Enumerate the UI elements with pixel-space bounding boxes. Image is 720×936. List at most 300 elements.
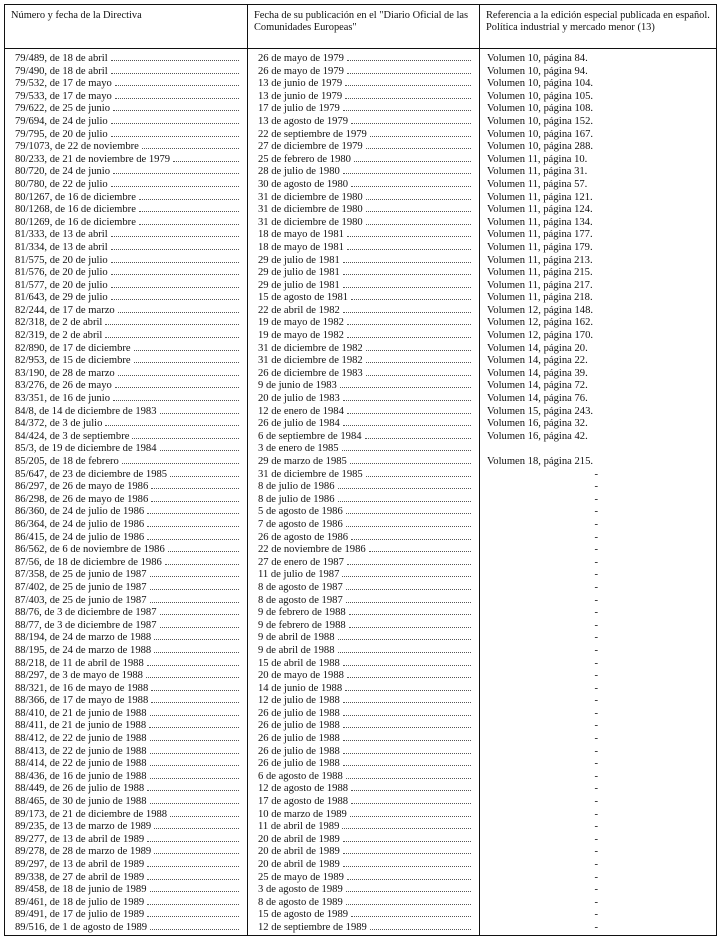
publication-date-cell	[248, 922, 480, 935]
reference-cell: Volumen 16, página 42.	[480, 431, 717, 444]
table-row	[5, 796, 717, 809]
publication-date-cell-text: 17 de agosto de 1988	[258, 796, 349, 808]
table-row	[5, 418, 717, 431]
publication-date-cell	[248, 406, 480, 419]
publication-date-cell	[248, 859, 480, 872]
reference-cell: Volumen 16, página 32.	[480, 418, 717, 431]
publication-date-cell-text: 3 de enero de 1985	[258, 443, 339, 455]
publication-date-cell	[248, 884, 480, 897]
table-row	[5, 909, 717, 922]
publication-date-cell	[248, 355, 480, 368]
directive-cell	[5, 292, 248, 305]
dot-leader	[338, 638, 472, 640]
directive-cell	[5, 544, 248, 557]
table-row	[5, 632, 717, 645]
directive-cell	[5, 217, 248, 230]
reference-cell: Volumen 10, página 288.	[480, 141, 717, 154]
publication-date-cell	[248, 809, 480, 822]
directive-cell-text: 89/516, de 1 de agosto de 1989	[15, 921, 148, 933]
table-row	[5, 330, 717, 343]
directive-cell-text: 87/402, de 25 de junio de 1987	[15, 581, 147, 593]
dot-leader	[154, 651, 239, 653]
directive-cell	[5, 116, 248, 129]
directive-cell-text: 83/276, de 26 de mayo	[15, 380, 112, 392]
directive-cell	[5, 783, 248, 796]
publication-date-cell-text: 9 de febrero de 1988	[258, 607, 346, 619]
dot-leader	[347, 563, 471, 565]
publication-date-cell	[248, 192, 480, 205]
directive-cell-text: 88/449, de 26 de julio de 1988	[15, 783, 145, 795]
dot-leader	[366, 147, 471, 149]
publication-date-cell	[248, 204, 480, 217]
directive-cell-text: 88/366, de 17 de mayo de 1988	[15, 695, 149, 707]
directive-cell-text: 89/235, de 13 de marzo de 1989	[15, 821, 152, 833]
directive-cell	[5, 393, 248, 406]
table-row	[5, 103, 717, 116]
publication-date-cell-text: 27 de enero de 1987	[258, 556, 344, 568]
dot-leader	[343, 701, 471, 703]
publication-date-cell	[248, 796, 480, 809]
reference-cell: Volumen 11, página 57.	[480, 179, 717, 192]
publication-date-cell	[248, 695, 480, 708]
directive-cell-text: 85/647, de 23 de diciembre de 1985	[15, 468, 168, 480]
table-row	[5, 607, 717, 620]
directive-cell-text: 87/358, de 25 de junio de 1987	[15, 569, 147, 581]
dot-leader	[150, 588, 239, 590]
dot-leader	[139, 223, 239, 225]
publication-date-cell	[248, 670, 480, 683]
directive-cell	[5, 670, 248, 683]
publication-date-cell-text: 31 de diciembre de 1980	[258, 204, 363, 216]
dot-leader	[150, 928, 239, 930]
dot-leader	[346, 890, 471, 892]
table-header-row	[5, 5, 717, 49]
table-row	[5, 179, 717, 192]
reference-cell: -	[480, 897, 717, 910]
directive-cell-text: 79/533, de 17 de mayo	[15, 90, 112, 102]
table-row	[5, 129, 717, 142]
directive-cell-text: 82/319, de 2 de abril	[15, 330, 103, 342]
publication-date-cell-text: 26 de agosto de 1986	[258, 531, 349, 543]
publication-date-cell-text: 20 de abril de 1989	[258, 833, 340, 845]
publication-date-cell-text: 12 de enero de 1984	[258, 405, 344, 417]
table-row	[5, 116, 717, 129]
reference-cell: Volumen 14, página 72.	[480, 380, 717, 393]
dot-leader	[170, 815, 239, 817]
table-row	[5, 317, 717, 330]
directive-cell	[5, 695, 248, 708]
directive-cell-text: 89/461, de 18 de julio de 1989	[15, 896, 145, 908]
table-row	[5, 922, 717, 935]
publication-date-cell-text: 8 de julio de 1986	[258, 493, 335, 505]
dot-leader	[111, 273, 239, 275]
directive-cell	[5, 506, 248, 519]
dot-leader	[150, 802, 239, 804]
table-row	[5, 834, 717, 847]
publication-date-cell-text: 26 de julio de 1988	[258, 758, 340, 770]
reference-cell: -	[480, 796, 717, 809]
publication-date-cell	[248, 519, 480, 532]
dot-leader	[139, 210, 239, 212]
dot-leader	[351, 298, 471, 300]
table-row	[5, 355, 717, 368]
dot-leader	[168, 550, 239, 552]
dot-leader	[149, 726, 239, 728]
directive-cell	[5, 909, 248, 922]
dot-leader	[151, 500, 239, 502]
table-row	[5, 154, 717, 167]
dot-leader	[111, 248, 239, 250]
publication-date-cell	[248, 418, 480, 431]
directive-cell	[5, 733, 248, 746]
dot-leader	[115, 84, 239, 86]
directive-cell-text: 88/412, de 22 de junio de 1988	[15, 733, 147, 745]
dot-leader	[347, 676, 471, 678]
dot-leader	[151, 487, 239, 489]
publication-date-cell-text: 13 de agosto de 1979	[258, 115, 349, 127]
directive-cell	[5, 255, 248, 268]
publication-date-cell	[248, 53, 480, 66]
directive-cell	[5, 103, 248, 116]
publication-date-cell-text: 31 de diciembre de 1985	[258, 468, 363, 480]
dot-leader	[150, 890, 239, 892]
directive-cell-text: 81/577, de 20 de julio	[15, 279, 108, 291]
directive-cell	[5, 582, 248, 595]
reference-cell: -	[480, 494, 717, 507]
reference-cell: -	[480, 569, 717, 582]
publication-date-cell-text: 29 de julio de 1981	[258, 267, 340, 279]
dot-leader	[146, 676, 239, 678]
table-row	[5, 229, 717, 242]
reference-cell: -	[480, 683, 717, 696]
directive-cell	[5, 91, 248, 104]
dot-leader	[165, 563, 239, 565]
publication-date-cell-text: 26 de julio de 1988	[258, 720, 340, 732]
directive-cell	[5, 456, 248, 469]
directive-cell	[5, 884, 248, 897]
dot-leader	[113, 109, 239, 111]
dot-leader	[173, 160, 239, 162]
dot-leader	[351, 185, 471, 187]
publication-date-cell	[248, 821, 480, 834]
publication-date-cell-text: 9 de junio de 1983	[258, 380, 337, 392]
directive-cell-text: 82/953, de 15 de diciembre	[15, 355, 131, 367]
dot-leader	[105, 424, 239, 426]
reference-cell: -	[480, 884, 717, 897]
publication-date-cell	[248, 242, 480, 255]
publication-date-cell	[248, 443, 480, 456]
dot-leader	[150, 575, 239, 577]
dot-leader	[346, 903, 471, 905]
publication-date-cell-text: 9 de febrero de 1988	[258, 619, 346, 631]
directive-cell	[5, 922, 248, 935]
dot-leader	[366, 361, 471, 363]
publication-date-cell-text: 8 de agosto de 1989	[258, 896, 343, 908]
table-row	[5, 431, 717, 444]
table-row	[5, 204, 717, 217]
dot-leader	[349, 613, 471, 615]
dot-leader	[366, 210, 471, 212]
publication-date-cell	[248, 897, 480, 910]
publication-date-cell-text: 20 de julio de 1983	[258, 393, 340, 405]
publication-date-cell-text: 26 de mayo de 1979	[258, 53, 344, 64]
header-directive: Número y fecha de la Directiva	[5, 5, 248, 49]
dot-leader	[343, 865, 471, 867]
table-row	[5, 809, 717, 822]
dot-leader	[343, 109, 471, 111]
reference-cell: Volumen 11, página 213.	[480, 255, 717, 268]
directive-cell	[5, 229, 248, 242]
publication-date-cell-text: 15 de agosto de 1989	[258, 909, 349, 921]
publication-date-cell-text: 20 de abril de 1989	[258, 859, 340, 870]
dot-leader	[132, 437, 239, 439]
directive-cell	[5, 469, 248, 482]
directive-cell	[5, 192, 248, 205]
table-row	[5, 192, 717, 205]
reference-cell: -	[480, 809, 717, 822]
directive-cell	[5, 154, 248, 167]
table-body	[5, 49, 717, 936]
dot-leader	[370, 135, 471, 137]
directive-cell-text: 81/643, de 29 de julio	[15, 292, 108, 304]
publication-date-cell-text: 6 de agosto de 1988	[258, 770, 343, 782]
publication-date-cell-text: 14 de junio de 1988	[258, 682, 343, 694]
directive-cell-text: 86/360, de 24 de julio de 1986	[15, 506, 145, 518]
publication-date-cell-text: 29 de julio de 1981	[258, 254, 340, 266]
publication-date-cell-text: 11 de julio de 1987	[258, 569, 340, 581]
reference-cell: -	[480, 481, 717, 494]
dot-leader	[343, 726, 471, 728]
publication-date-cell	[248, 771, 480, 784]
publication-date-cell	[248, 78, 480, 91]
table-row	[5, 217, 717, 230]
directive-cell	[5, 532, 248, 545]
directive-cell	[5, 620, 248, 633]
table-row	[5, 532, 717, 545]
directive-cell	[5, 683, 248, 696]
directive-cell	[5, 557, 248, 570]
publication-date-cell	[248, 317, 480, 330]
dot-leader	[347, 336, 471, 338]
publication-date-cell-text: 11 de abril de 1989	[258, 821, 340, 833]
dot-leader	[113, 399, 239, 401]
directive-cell-text: 82/318, de 2 de abril	[15, 317, 103, 329]
publication-date-cell-text: 29 de julio de 1981	[258, 279, 340, 291]
publication-date-cell-text: 13 de junio de 1979	[258, 90, 343, 102]
reference-cell: Volumen 14, página 22.	[480, 355, 717, 368]
publication-date-cell	[248, 708, 480, 721]
directive-cell-text: 85/205, de 18 de febrero	[15, 456, 119, 467]
dot-leader	[150, 752, 239, 754]
dot-leader	[366, 475, 471, 477]
publication-date-cell	[248, 582, 480, 595]
reference-cell: Volumen 14, página 76.	[480, 393, 717, 406]
publication-date-cell	[248, 532, 480, 545]
publication-date-cell-text: 26 de julio de 1988	[258, 733, 340, 745]
table-row	[5, 720, 717, 733]
reference-cell: -	[480, 909, 717, 922]
reference-cell: Volumen 11, página 121.	[480, 192, 717, 205]
table-row	[5, 859, 717, 872]
table-row	[5, 305, 717, 318]
publication-date-cell-text: 10 de marzo de 1989	[258, 808, 347, 820]
publication-date-cell	[248, 154, 480, 167]
publication-date-cell-text: 28 de julio de 1980	[258, 166, 340, 178]
table-row	[5, 708, 717, 721]
reference-cell: Volumen 11, página 31.	[480, 166, 717, 179]
dot-leader	[160, 449, 239, 451]
dot-leader	[154, 852, 239, 854]
directive-cell	[5, 355, 248, 368]
dot-leader	[343, 399, 471, 401]
table-row	[5, 620, 717, 633]
publication-date-cell	[248, 494, 480, 507]
dot-leader	[343, 714, 471, 716]
publication-date-cell-text: 7 de agosto de 1986	[258, 518, 343, 530]
dot-leader	[105, 323, 239, 325]
directive-cell	[5, 204, 248, 217]
directive-cell	[5, 872, 248, 885]
dot-leader	[338, 500, 472, 502]
publication-date-cell-text: 20 de mayo de 1988	[258, 670, 344, 682]
directive-cell-text: 88/413, de 22 de junio de 1988	[15, 745, 147, 757]
publication-date-cell	[248, 746, 480, 759]
directive-cell-text: 79/1073, de 22 de noviembre	[15, 141, 139, 153]
publication-date-cell	[248, 607, 480, 620]
directive-cell	[5, 746, 248, 759]
table-row	[5, 897, 717, 910]
dot-leader	[147, 664, 239, 666]
publication-date-cell	[248, 834, 480, 847]
directives-table	[4, 4, 717, 936]
publication-date-cell-text: 19 de mayo de 1982	[258, 330, 344, 342]
dot-leader	[347, 412, 471, 414]
publication-date-cell	[248, 129, 480, 142]
directive-cell	[5, 569, 248, 582]
reference-cell: -	[480, 582, 717, 595]
publication-date-cell	[248, 380, 480, 393]
directive-cell	[5, 406, 248, 419]
reference-cell: Volumen 11, página 134.	[480, 217, 717, 230]
dot-leader	[150, 739, 239, 741]
table-row	[5, 242, 717, 255]
table-row	[5, 884, 717, 897]
dot-leader	[343, 739, 471, 741]
publication-date-cell-text: 29 de marzo de 1985	[258, 456, 347, 467]
table-row	[5, 166, 717, 179]
publication-date-cell-text: 6 de septiembre de 1984	[258, 430, 362, 442]
publication-date-cell-text: 22 de abril de 1982	[258, 304, 340, 316]
publication-date-cell	[248, 255, 480, 268]
publication-date-cell	[248, 632, 480, 645]
publication-date-cell-text: 9 de abril de 1988	[258, 632, 335, 644]
table-row	[5, 645, 717, 658]
dot-leader	[343, 664, 471, 666]
publication-date-cell-text: 13 de junio de 1979	[258, 78, 343, 90]
table-row	[5, 595, 717, 608]
directive-cell-text: 89/338, de 27 de abril de 1989	[15, 871, 145, 883]
dot-leader	[347, 59, 471, 61]
directive-cell	[5, 708, 248, 721]
dot-leader	[150, 777, 239, 779]
table-row	[5, 481, 717, 494]
directive-cell-text: 88/436, de 16 de junio de 1988	[15, 770, 147, 782]
reference-cell: Volumen 10, página 108.	[480, 103, 717, 116]
publication-date-cell-text: 8 de agosto de 1987	[258, 594, 343, 606]
dot-leader	[338, 487, 472, 489]
directive-cell-text: 86/364, de 24 de julio de 1986	[15, 518, 145, 530]
reference-cell: Volumen 14, página 20.	[480, 343, 717, 356]
directive-cell-text: 84/8, de 14 de diciembre de 1983	[15, 405, 157, 417]
publication-date-cell	[248, 91, 480, 104]
directive-cell-text: 86/298, de 26 de mayo de 1986	[15, 493, 149, 505]
publication-date-cell-text: 31 de diciembre de 1982	[258, 342, 363, 354]
publication-date-cell	[248, 569, 480, 582]
reference-cell: Volumen 11, página 177.	[480, 229, 717, 242]
publication-date-cell-text: 18 de mayo de 1981	[258, 229, 344, 241]
reference-cell: -	[480, 632, 717, 645]
dot-leader	[142, 147, 239, 149]
publication-date-cell-text: 22 de septiembre de 1979	[258, 128, 367, 140]
table-row	[5, 821, 717, 834]
table-row	[5, 569, 717, 582]
reference-cell: -	[480, 658, 717, 671]
directive-cell-text: 89/458, de 18 de junio de 1989	[15, 884, 147, 896]
directive-cell-text: 89/173, de 21 de diciembre de 1988	[15, 808, 168, 820]
publication-date-cell-text: 19 de mayo de 1982	[258, 317, 344, 329]
dot-leader	[111, 235, 239, 237]
publication-date-cell	[248, 544, 480, 557]
dot-leader	[147, 538, 239, 540]
directive-cell	[5, 53, 248, 66]
dot-leader	[354, 160, 471, 162]
dot-leader	[160, 613, 239, 615]
table-row	[5, 292, 717, 305]
directive-cell-text: 81/576, de 20 de julio	[15, 267, 108, 279]
directive-cell	[5, 78, 248, 91]
dot-leader	[338, 651, 472, 653]
publication-date-cell-text: 22 de noviembre de 1986	[258, 544, 366, 556]
dot-leader	[122, 462, 239, 464]
directive-cell	[5, 141, 248, 154]
directive-cell	[5, 809, 248, 822]
table-row	[5, 758, 717, 771]
dot-leader	[150, 601, 239, 603]
publication-date-cell	[248, 872, 480, 885]
table-row	[5, 494, 717, 507]
table-row	[5, 380, 717, 393]
publication-date-cell-text: 31 de diciembre de 1980	[258, 216, 363, 228]
directive-cell-text: 86/297, de 26 de mayo de 1986	[15, 481, 149, 493]
publication-date-cell	[248, 783, 480, 796]
dot-leader	[351, 789, 471, 791]
directive-cell	[5, 66, 248, 79]
dot-leader	[118, 374, 239, 376]
dot-leader	[154, 638, 239, 640]
directive-cell	[5, 280, 248, 293]
directive-cell-text: 83/190, de 28 de marzo	[15, 367, 115, 379]
dot-leader	[347, 248, 471, 250]
publication-date-cell	[248, 733, 480, 746]
directive-cell-text: 80/720, de 24 de junio	[15, 166, 111, 178]
publication-date-cell	[248, 280, 480, 293]
reference-cell: Volumen 11, página 218.	[480, 292, 717, 305]
publication-date-cell-text: 18 de mayo de 1981	[258, 241, 344, 253]
directive-cell	[5, 380, 248, 393]
directive-cell	[5, 330, 248, 343]
header-publication-date: Fecha de su publicación en el "Diario Oficial de las Comunidades Europeas"	[248, 5, 480, 49]
table-row	[5, 406, 717, 419]
